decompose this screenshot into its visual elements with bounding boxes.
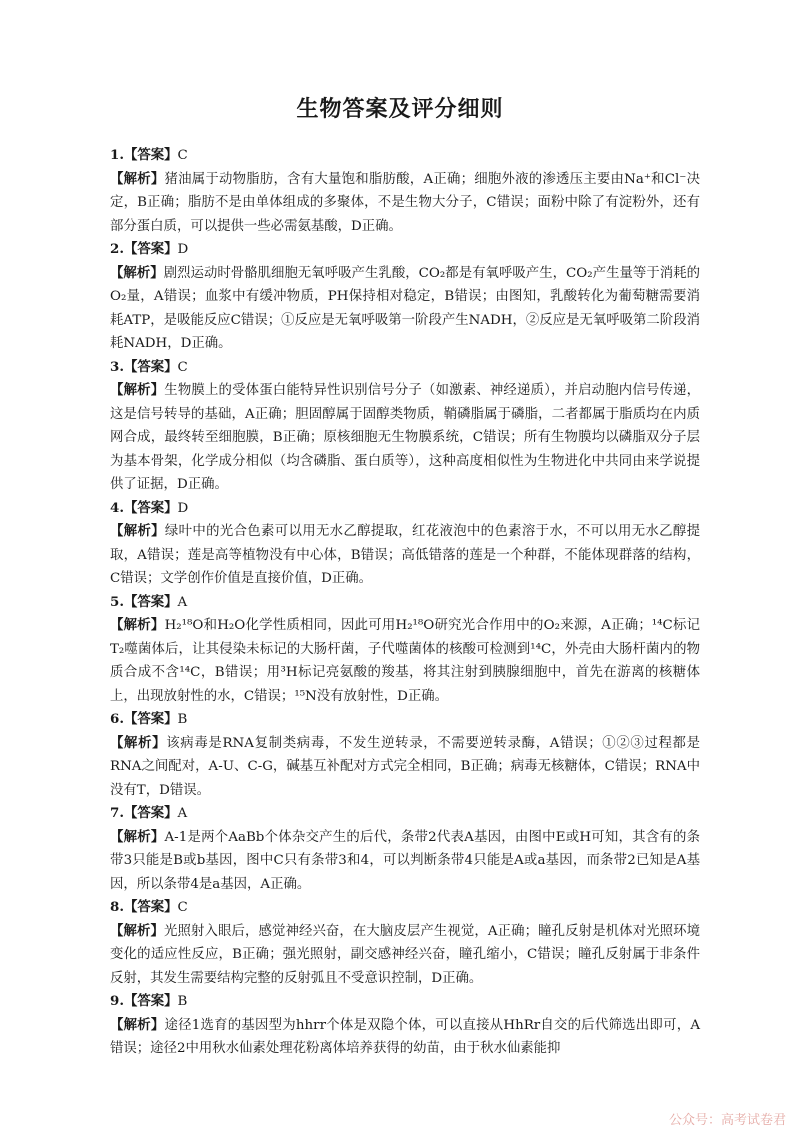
answer-letter: C (177, 148, 188, 163)
answer-letter: B (177, 994, 188, 1009)
analysis-text: 途径1选育的基因型为hhrr个体是双隐个体，可以直接从HhRr自交的后代筛选出即可，A错误；途径2中用秋水仙素处理花粉离体培养获得的幼苗，由于秋水仙素能抑 (110, 1017, 700, 1056)
analysis-tag: 【解析】 (110, 828, 165, 845)
analysis-tag: 【解析】 (110, 922, 164, 939)
question-5 (110, 591, 700, 709)
question-7 (110, 802, 700, 896)
question-1 (110, 144, 700, 238)
question-number: 9.【答案】 (110, 993, 178, 1009)
question-number: 4.【答案】 (110, 499, 178, 516)
analysis-tag: 【解析】 (110, 170, 165, 187)
answer-list (110, 144, 700, 1061)
analysis-text: 绿叶中的光合色素可以用无水乙醇提取，红花液泡中的色素溶于水，不可以用无水乙醇提取，A错误；莲是高等植物没有中心体，B错误；高低错落的莲是一个种群，不能体现群落的结构，C错误；文学创作价值是直接价值，D正确。 (110, 524, 701, 586)
answer-letter: D (177, 242, 189, 257)
analysis-text: 该病毒是RNA复制类病毒，不发生逆转录，不需要逆转录酶，A错误；①②③过程都是RNA之间配对，A-U、C-G，碱基互补配对方式完全相同，B正确；病毒无核糖体，C错误；RNA中没有T，D错误。 (110, 735, 701, 798)
question-number: 2.【答案】 (110, 241, 178, 257)
question-9 (110, 990, 700, 1061)
answer-letter: C (177, 900, 188, 915)
analysis-tag: 【解析】 (110, 734, 167, 751)
question-number: 3.【答案】 (110, 358, 178, 375)
question-number: 7.【答案】 (110, 805, 178, 821)
page-title: 生物答案及评分细则 (296, 97, 504, 122)
watermark-text: 公众号：高考试卷君 (668, 1113, 786, 1128)
analysis-text: H₂¹⁸O和H₂O化学性质相同，因此可用H₂¹⁸O研究光合作用中的O₂来源，A正确；¹⁴C标记T₂噬菌体后，让其侵染未标记的大肠杆菌，子代噬菌体的核酸可检测到¹⁴C，外壳由大肠杆菌内的物质合成不含¹⁴C，B错误；用³H标记亮氨酸的羧基，将其注射到胰腺细胞中，首先在游离的核糖体上，出现放射性的水，C错误；¹⁵N没有放射性，D正确。 (110, 618, 700, 704)
answer-letter: A (177, 594, 188, 610)
question-number: 5.【答案】 (110, 593, 178, 610)
question-4 (110, 497, 700, 591)
analysis-tag: 【解析】 (110, 523, 165, 539)
answer-letter: C (177, 359, 188, 375)
analysis-tag: 【解析】 (110, 1016, 165, 1033)
analysis-tag: 【解析】 (110, 264, 164, 281)
question-6 (110, 708, 700, 802)
analysis-text: 生物膜上的受体蛋白能特异性识别信号分子（如激素、神经递质），并启动胞内信号传递，这是信号转导的基础，A正确；胆固醇属于固醇类物质，鞘磷脂属于磷脂，二者都属于脂质均在内质网合成，最终转至细胞膜，B正确；原核细胞无生物膜系统，C错误；所有生物膜均以磷脂双分子层为基本骨架，化学成分相似（均含磷脂、蛋白质等），这种高度相似性为生物进化中共同由来学说提供了证据，D正确。 (110, 383, 700, 492)
answer-letter: A (177, 806, 188, 821)
analysis-tag: 【解析】 (110, 382, 165, 398)
analysis-text: 猪油属于动物脂肪，含有大量饱和脂肪酸，A正确；细胞外液的渗透压主要由Na⁺和Cl⁻决定，B正确；脂肪不是由单体组成的多聚体，不是生物大分子，C错误；面粉中除了有淀粉外，还有部分蛋白质，可以提供一些必需氨基酸，D正确。 (110, 171, 700, 234)
analysis-tag: 【解析】 (110, 617, 165, 633)
analysis-text: A-1是两个AaBb个体杂交产生的后代，条带2代表A基因，由图中E或H可知，其含有的条带3只能是B或b基因，图中C只有条带3和4，可以判断条带4只能是A或a基因，而条带2已知是A基因，所以条带4是a基因，A正确。 (110, 829, 701, 892)
question-number: 6.【答案】 (110, 711, 178, 727)
question-3 (110, 356, 700, 497)
question-2 (110, 238, 700, 356)
question-number: 1.【答案】 (110, 147, 178, 163)
answer-letter: D (177, 500, 189, 516)
answer-letter: B (177, 712, 188, 727)
question-number: 8.【答案】 (110, 899, 178, 915)
analysis-text: 光照射入眼后，感觉神经兴奋，在大脑皮层产生视觉，A正确；瞳孔反射是机体对光照环境变化的适应性反应，B正确；强光照射，副交感神经兴奋，瞳孔缩小，C错误；瞳孔反射属于非条件反射，其发生需要结构完整的反射弧且不受意识控制，D正确。 (110, 923, 700, 986)
analysis-text: 剧烈运动时骨骼肌细胞无氧呼吸产生乳酸，CO₂都是有氧呼吸产生，CO₂产生量等于消耗的O₂量，A错误；血浆中有缓冲物质，PH保持相对稳定，B错误；由图知，乳酸转化为葡萄糖需要消耗ATP，是吸能反应C错误；①反应是无氧呼吸第一阶段产生NADH，②反应是无氧呼吸第二阶段消耗NADH，D正确。 (110, 265, 701, 351)
question-8 (110, 896, 700, 990)
